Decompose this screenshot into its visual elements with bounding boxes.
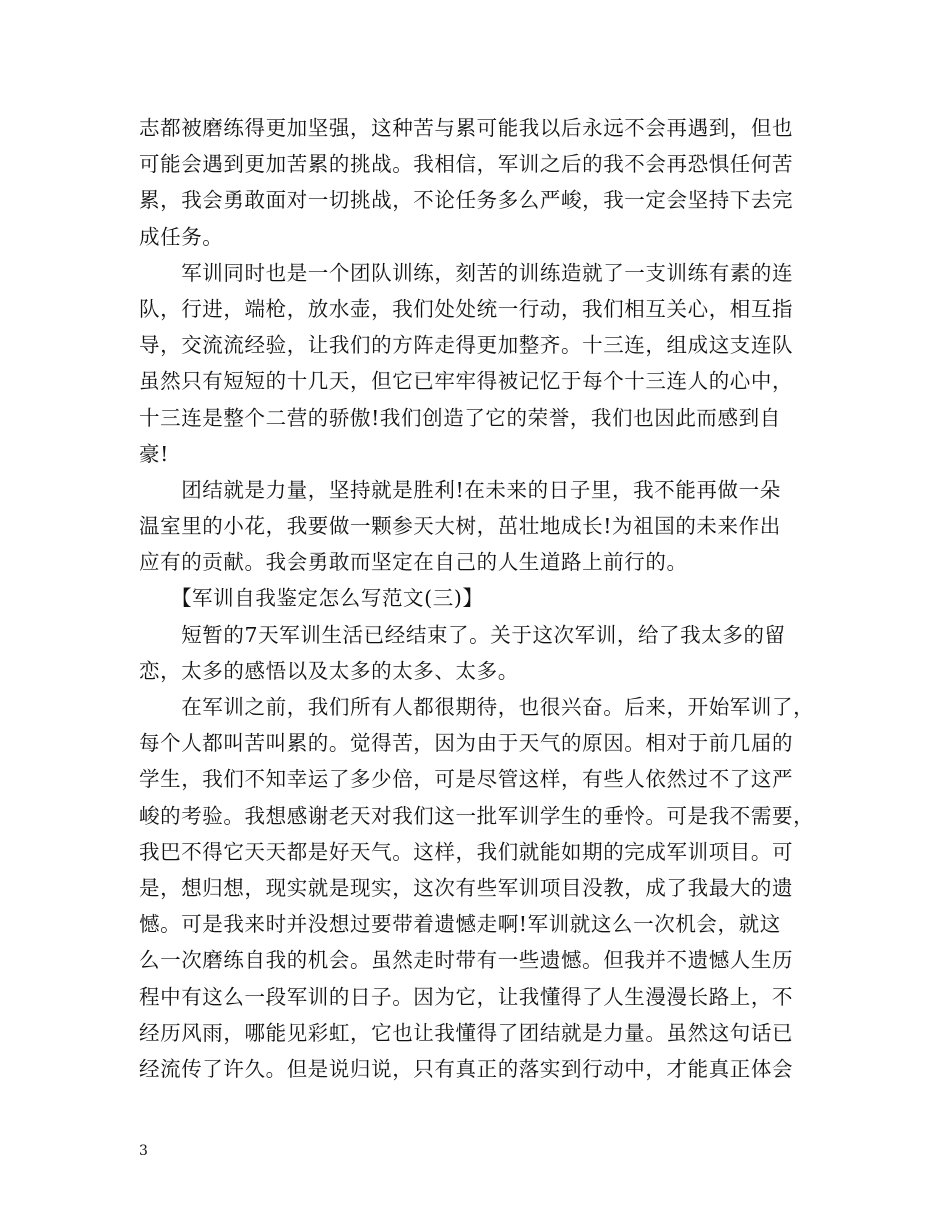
text-line: 成任务。 (139, 224, 224, 249)
text-line: 虽然只有短短的十几天，但它已牢牢得被记忆于每个十三连人的心中， (139, 369, 794, 394)
text-line: 累，我会勇敢面对一切挑战，不论任务多么严峻，我一定会坚持下去完 (139, 188, 794, 213)
section-heading: 【军训自我鉴定怎么写范文(三)】 (139, 586, 484, 611)
text-line: 温室里的小花，我要做一颗参天大树，茁壮地成长!为祖国的未来作出 (139, 514, 781, 539)
text-line: 军训同时也是一个团队训练，刻苦的训练造就了一支训练有素的连 (139, 260, 794, 285)
text-line: 在军训之前，我们所有人都很期待，也很兴奋。后来，开始军训了， (139, 695, 815, 719)
text-line: 我巴不得它天天都是好天气。这样，我们就能如期的完成军训项目。可 (139, 839, 794, 864)
text-line: 应有的贡献。我会勇敢而坚定在自己的人生道路上前行的。 (139, 550, 688, 575)
text-line: 恋，太多的感悟以及太多的太多、太多。 (139, 658, 519, 683)
text-line: 么一次磨练自我的机会。虽然走时带有一些遗憾。但我并不遗憾人生历 (139, 948, 794, 973)
text-line: 经历风雨，哪能见彩虹，它也让我懂得了团结就是力量。虽然这句话已 (139, 1020, 794, 1045)
page-number: 3 (139, 1143, 148, 1159)
body-text (139, 110, 829, 1087)
text-line: 是，想归想，现实就是现实，这次有些军训项目没教，成了我最大的遗 (139, 875, 794, 900)
text-line: 学生，我们不知幸运了多少倍，可是尽管这样，有些人依然过不了这严 (139, 767, 794, 792)
text-line: 经流传了许久。但是说归说，只有真正的落实到行动中，才能真正体会 (139, 1056, 794, 1081)
text-line: 志都被磨练得更加坚强，这种苦与累可能我以后永远不会再遇到，但也 (139, 116, 794, 140)
text-line: 憾。可是我来时并没想过要带着遗憾走啊!军训就这么一次机会，就这 (139, 912, 781, 937)
text-line: 每个人都叫苦叫累的。觉得苦，因为由于天气的原因。相对于前几届的 (139, 731, 794, 756)
text-line: 可能会遇到更加苦累的挑战。我相信，军训之后的我不会再恐惧任何苦 (139, 152, 794, 177)
text-line: 短暂的7天军训生活已经结束了。关于这次军训，给了我太多的留 (139, 622, 786, 647)
text-line: 导，交流流经验，让我们的方阵走得更加整齐。十三连，组成这支连队 (139, 333, 794, 358)
text-line: 程中有这么一段军训的日子。因为它，让我懂得了人生漫漫长路上，不 (139, 984, 794, 1009)
text-line: 十三连是整个二营的骄傲!我们创造了它的荣誉，我们也因此而感到自 (139, 405, 781, 430)
text-line: 豪! (139, 441, 169, 466)
text-line: 峻的考验。我想感谢老天对我们这一批军训学生的垂怜。可是我不需要， (139, 803, 815, 828)
text-line: 团结就是力量，坚持就是胜利!在未来的日子里，我不能再做一朵 (139, 477, 781, 502)
text-line: 队，行进，端枪，放水壶，我们处处统一行动，我们相互关心，相互指 (139, 296, 794, 321)
